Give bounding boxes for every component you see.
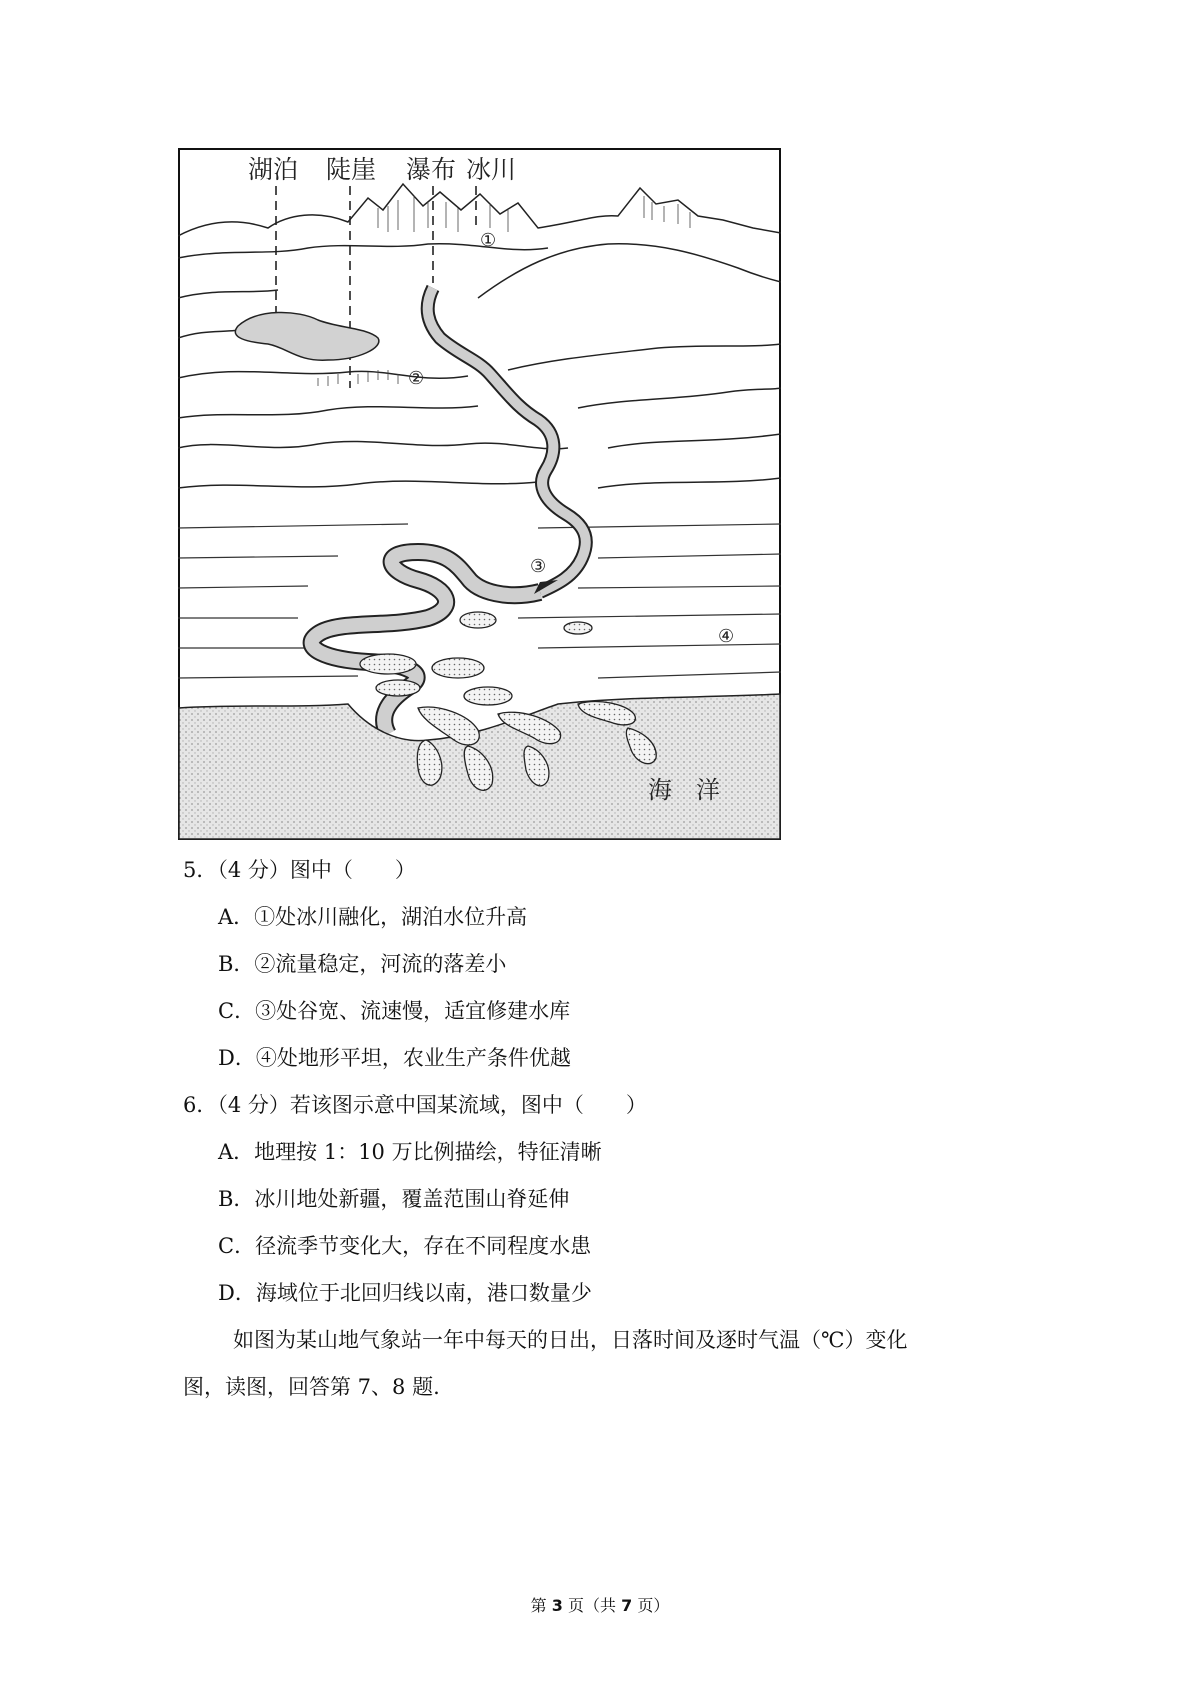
question-5-option-c: C．③处谷宽、流速慢，适宜修建水库 — [218, 999, 571, 1023]
marker-3: ③ — [530, 556, 547, 577]
intro-paragraph — [183, 1325, 1043, 1402]
label-waterfall: 瀑布 — [406, 155, 457, 184]
question-5-option-b: B．②流量稳定，河流的落差小 — [218, 952, 507, 976]
label-sea: 海 洋 — [648, 776, 720, 804]
intro-line-2: 图，读图，回答第 7、8 题. — [183, 1375, 440, 1399]
label-lake: 湖泊 — [248, 155, 299, 184]
question-6-option-c: C．径流季节变化大，存在不同程度水患 — [218, 1234, 592, 1258]
marker-2: ② — [408, 368, 425, 389]
page-footer: 第 3 页（共 7 页） — [530, 1596, 670, 1615]
question-5-stem: 5．（4 分）图中（ ） — [183, 858, 416, 882]
question-6-option-a: A．地理按 1：10 万比例描绘，特征清晰 — [218, 1140, 602, 1164]
question-6-option-b: B．冰川地处新疆，覆盖范围山脊延伸 — [218, 1187, 570, 1211]
intro-line-1: 如图为某山地气象站一年中每天的日出，日落时间及逐时气温（℃）变化 — [233, 1328, 908, 1352]
label-glacier: 冰川 — [466, 155, 517, 184]
river-landscape-figure — [178, 148, 781, 840]
label-cliff: 陡崖 — [326, 155, 377, 184]
page-number: 3 — [551, 1596, 563, 1615]
question-5-option-d: D．④处地形平坦，农业生产条件优越 — [218, 1046, 571, 1070]
page-total: 7 — [621, 1596, 633, 1615]
question-6-option-d: D．海域位于北回归线以南，港口数量少 — [218, 1281, 592, 1305]
question-6-stem: 6．（4 分）若该图示意中国某流域，图中（ ） — [183, 1093, 647, 1117]
marker-1: ① — [480, 230, 497, 251]
question-5-option-a: A．①处冰川融化，湖泊水位升高 — [218, 905, 528, 929]
marker-4: ④ — [718, 626, 735, 647]
